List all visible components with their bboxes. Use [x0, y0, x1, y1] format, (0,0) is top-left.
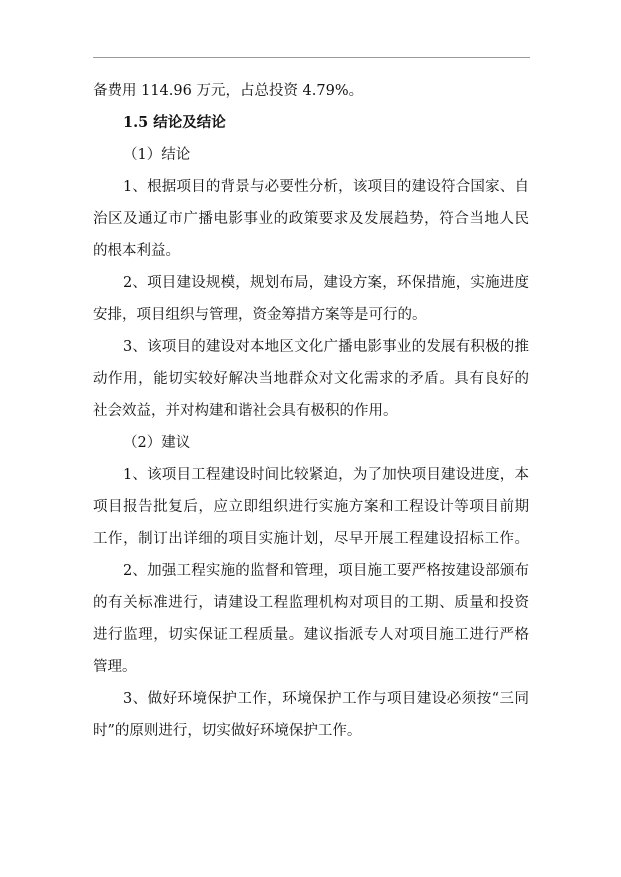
- text-line: 项目报告批复后，应立即组织进行实施方案和工程设计等项目前期: [93, 499, 529, 515]
- text-line: 2、加强工程实施的监督和管理，项目施工要严格按建设部颁布: [123, 563, 529, 579]
- text-line: 3、做好环境保护工作，环境保护工作与项目建设必须按“三同: [123, 691, 529, 707]
- text-line: 的根本利益。: [93, 243, 180, 259]
- text-line: 管理。: [93, 659, 137, 675]
- text-line: 的有关标准进行，请建设工程监理机构对项目的工期、质量和投资: [93, 595, 529, 611]
- document-body: [93, 75, 529, 747]
- text-line: 进行监理，切实保证工程质量。建议指派专人对项目施工进行严格: [93, 627, 529, 643]
- section-heading: 1.5 结论及结论: [123, 114, 226, 131]
- subheading-conclusion: （1）结论: [123, 147, 191, 163]
- text-line: 1、该项目工程建设时间比较紧迫，为了加快项目建设进度，本: [123, 467, 529, 483]
- text-line: 时”的原则进行，切实做好环境保护工作。: [93, 723, 362, 739]
- subheading-suggestion: （2）建议: [123, 435, 191, 451]
- text-line: 动作用，能切实较好解决当地群众对文化需求的矛盾。具有良好的: [93, 371, 529, 387]
- text-line: 治区及通辽市广播电影事业的政策要求及发展趋势，符合当地人民: [93, 211, 529, 227]
- text-line: 备费用 114.96 万元，占总投资 4.79%。: [93, 83, 364, 99]
- text-line: 2、项目建设规模，规划布局，建设方案，环保措施，实施进度: [123, 275, 529, 291]
- text-line: 工作，制订出详细的项目实施计划，尽早开展工程建设招标工作。: [93, 531, 529, 547]
- header-rule: [93, 57, 530, 58]
- text-line: 3、该项目的建设对本地区文化广播电影事业的发展有积极的推: [123, 339, 529, 355]
- text-line: 社会效益，并对构建和谐社会具有极积的作用。: [93, 403, 398, 419]
- text-line: 1、根据项目的背景与必要性分析，该项目的建设符合国家、自: [123, 179, 529, 195]
- text-line: 安排，项目组织与管理，资金筹措方案等是可行的。: [93, 307, 427, 323]
